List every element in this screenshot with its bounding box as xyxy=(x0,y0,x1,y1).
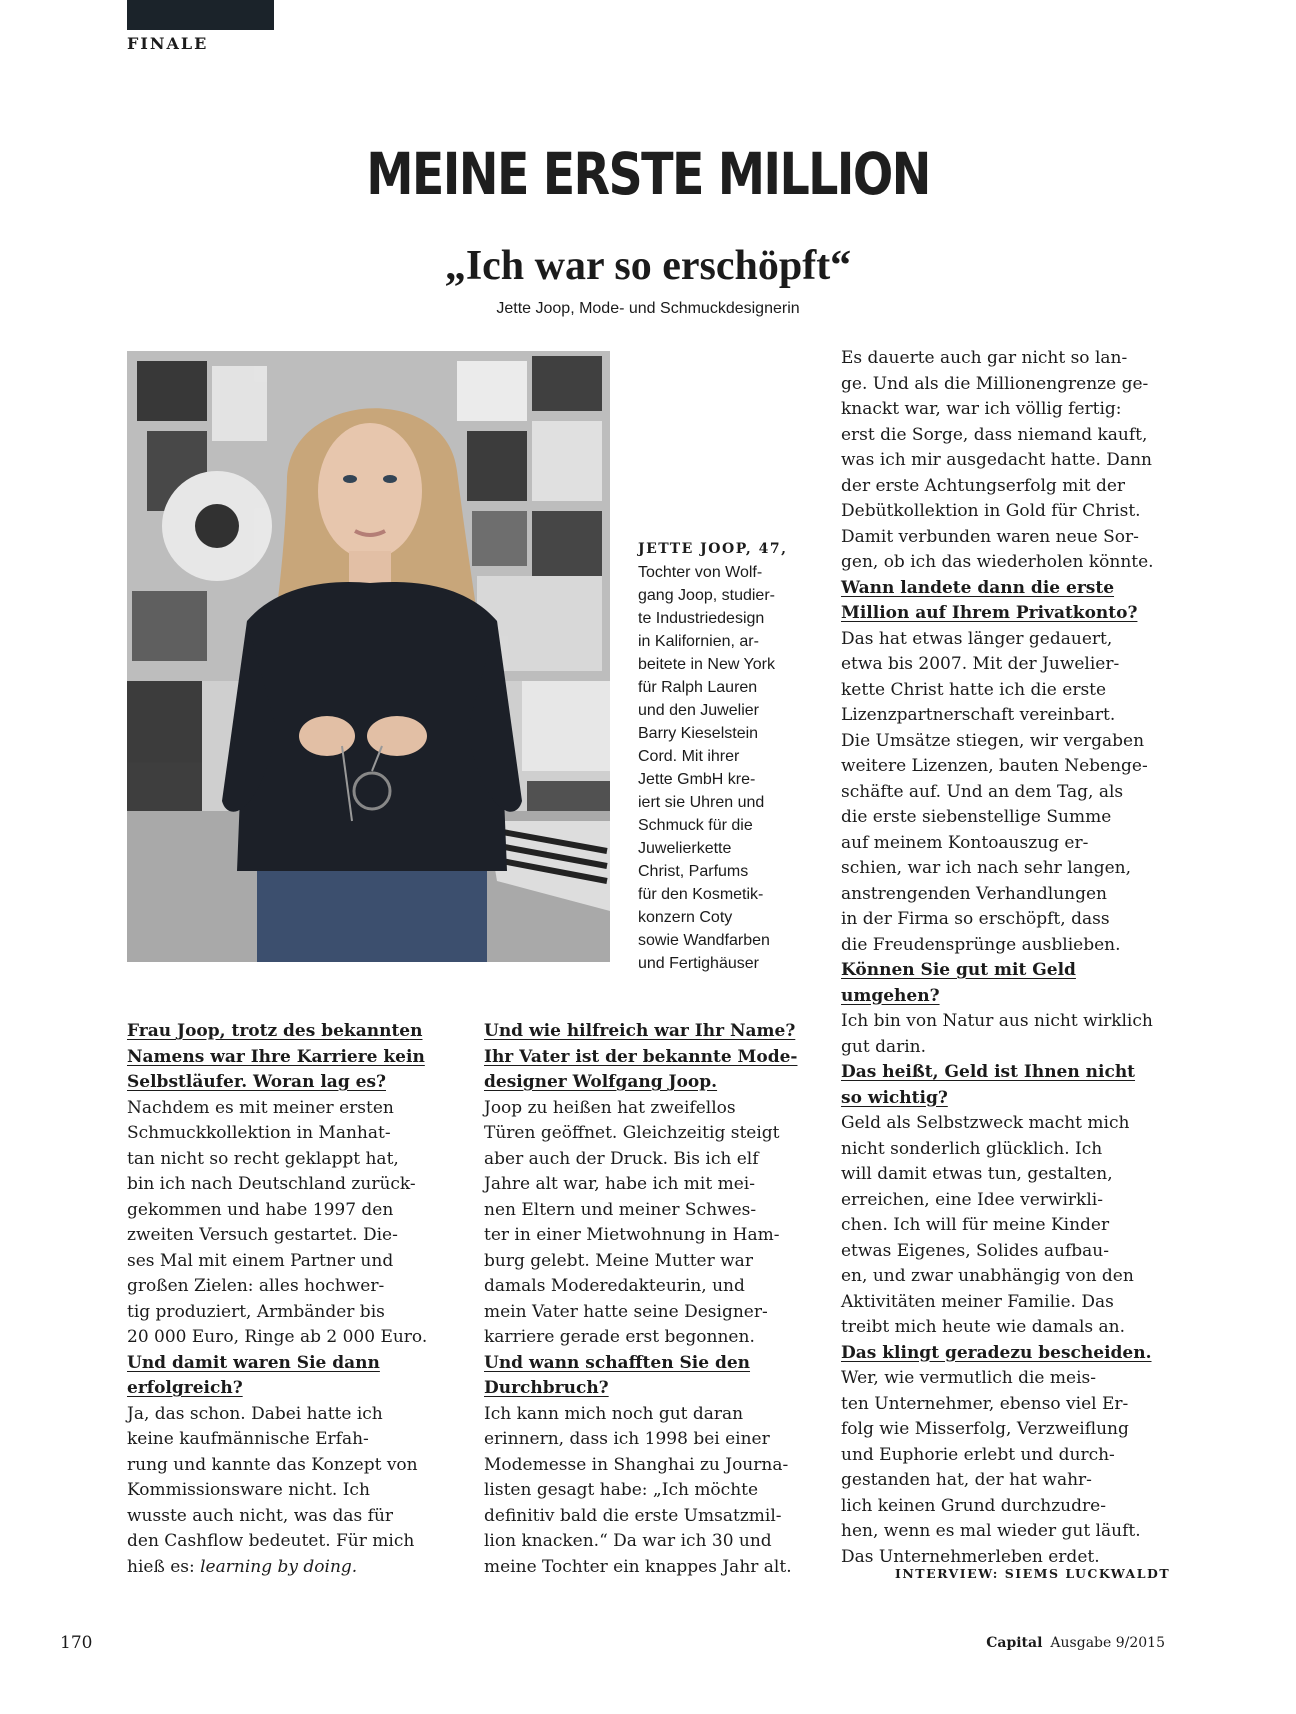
interview-answer: auf meinem Kontoauszug er- xyxy=(841,832,1089,853)
bio-line: konzern Coty xyxy=(638,909,733,926)
interview-answer: Ja, das schon. Dabei hatte ich xyxy=(127,1403,383,1424)
interview-answer: damals Moderedakteurin, und xyxy=(484,1276,745,1296)
issue-label: Ausgabe 9/2015 xyxy=(1050,1635,1165,1651)
photo-illustration xyxy=(127,351,610,962)
interview-answer: Es dauerte auch gar nicht so lan- xyxy=(841,348,1128,368)
interview-answer: 20 000 Euro, Ringe ab 2 000 Euro. xyxy=(127,1327,428,1347)
interview-answer: der erste Achtungserfolg mit der xyxy=(841,475,1126,496)
bio-line: te Industriedesign xyxy=(638,610,765,627)
bio-line: Cord. Mit ihrer xyxy=(638,748,740,765)
interview-answer: gut darin. xyxy=(841,1036,926,1057)
interview-question: Und wie hilfreich war Ihr Name? xyxy=(484,1021,796,1041)
interview-answer: Aktivitäten meiner Familie. Das xyxy=(841,1291,1114,1312)
bio-line: sowie Wandfarben xyxy=(638,932,770,949)
interview-question: so wichtig? xyxy=(841,1087,948,1108)
bio-line: für den Kosmetik- xyxy=(638,886,764,903)
interview-answer: und Euphorie erlebt und durch- xyxy=(841,1444,1115,1465)
interview-answer: treibt mich heute wie damals an. xyxy=(841,1317,1126,1337)
interview-answer: anstrengenden Verhandlungen xyxy=(841,883,1108,904)
interview-answer: chen. Ich will für meine Kinder xyxy=(841,1215,1110,1235)
interview-answer: tig produziert, Armbänder bis xyxy=(127,1301,385,1322)
interview-answer: Kommissionsware nicht. Ich xyxy=(127,1480,370,1500)
interview-answer: folg wie Misserfolg, Verzweiflung xyxy=(841,1419,1129,1439)
interview-answer: will damit etwas tun, gestalten, xyxy=(841,1164,1113,1184)
interview-answer: schäfte auf. Und an dem Tag, als xyxy=(841,781,1124,802)
interview-question: erfolgreich? xyxy=(127,1378,243,1398)
interview-answer: in der Firma so erschöpft, dass xyxy=(841,909,1110,929)
interview-answer: ses Mal mit einem Partner und xyxy=(127,1250,394,1271)
interview-answer: Jahre alt war, habe ich mit mei- xyxy=(484,1174,755,1194)
bio-caption xyxy=(638,538,798,975)
interview-answer: erinnern, dass ich 1998 bei einer xyxy=(484,1429,770,1449)
bio-line: Schmuck für die xyxy=(638,817,753,834)
interview-answer: hieß es: learning by doing. xyxy=(127,1556,358,1577)
interview-answer: knackt war, war ich völlig fertig: xyxy=(841,399,1122,419)
interview-answer: was ich mir ausgedacht hatte. Dann xyxy=(841,450,1152,470)
interview-answer: Modemesse in Shanghai zu Journa- xyxy=(484,1454,789,1475)
headline-quote: „Ich war so erschöpft“ xyxy=(444,243,852,289)
interview-answer: kette Christ hatte ich die erste xyxy=(841,679,1107,700)
bio-name: JETTE JOOP, 47, xyxy=(638,541,788,557)
interview-answer: nen Eltern und meiner Schwes- xyxy=(484,1199,757,1220)
interview-answer: Ich kann mich noch gut daran xyxy=(484,1403,744,1424)
interview-answer: Das Unternehmerleben erdet. xyxy=(841,1546,1100,1567)
interview-answer: nicht sonderlich glücklich. Ich xyxy=(841,1138,1103,1159)
interview-question: Million auf Ihrem Privatkonto? xyxy=(841,603,1138,623)
interview-answer: erreichen, eine Idee verwirkli- xyxy=(841,1189,1103,1210)
interview-answer: rung und kannte das Konzept von xyxy=(127,1454,418,1475)
interview-question: Namens war Ihre Karriere kein xyxy=(127,1046,425,1067)
interview-answer: keine kaufmännische Erfah- xyxy=(127,1429,369,1449)
interview-answer: tan nicht so recht geklappt hat, xyxy=(127,1148,399,1169)
interview-question: designer Wolfgang Joop. xyxy=(484,1072,718,1092)
interview-question: Das heißt, Geld ist Ihnen nicht xyxy=(841,1062,1136,1082)
bio-line: und Fertighäuser xyxy=(638,955,759,972)
interview-answer: meine Tochter ein knappes Jahr alt. xyxy=(484,1556,792,1577)
interview-question: Ihr Vater ist der bekannte Mode- xyxy=(484,1046,798,1067)
bio-line: beitete in New York xyxy=(638,656,775,673)
interview-answer: aber auch der Druck. Bis ich elf xyxy=(484,1148,759,1169)
interview-answer: hen, wenn es mal wieder gut läuft. xyxy=(841,1521,1141,1541)
interview-question: Frau Joop, trotz des bekannten xyxy=(127,1021,423,1041)
interview-answer: Damit verbunden waren neue Sor- xyxy=(841,526,1139,547)
byline: Jette Joop, Mode- und Schmuckdesignerin xyxy=(496,300,800,317)
interview-answer: Nachdem es mit meiner ersten xyxy=(127,1097,394,1118)
interview-answer: burg gelebt. Meine Mutter war xyxy=(484,1250,753,1271)
interview-answer: lion knacken.“ Da war ich 30 und xyxy=(484,1531,772,1551)
interview-answer: großen Zielen: alles hochwer- xyxy=(127,1276,385,1296)
interview-answer: etwas Eigenes, Solides aufbau- xyxy=(841,1240,1109,1261)
article-column-1 xyxy=(127,1019,447,1580)
interview-answer: ten Unternehmer, ebenso viel Er- xyxy=(841,1393,1129,1414)
interview-question: Selbstläufer. Woran lag es? xyxy=(127,1072,386,1092)
bio-line: Juwelierkette xyxy=(638,840,732,857)
interview-answer: weitere Lizenzen, bauten Nebenge- xyxy=(841,756,1148,776)
page-title: MEINE ERSTE MILLION xyxy=(366,140,930,208)
interview-answer: den Cashflow bedeutet. Für mich xyxy=(127,1531,415,1551)
bio-line: in Kalifornien, ar- xyxy=(638,633,759,650)
interview-answer: Das hat etwas länger gedauert, xyxy=(841,628,1113,649)
interview-answer: mein Vater hatte seine Designer- xyxy=(484,1301,768,1322)
magazine-name: Capital xyxy=(986,1635,1043,1651)
interview-answer: definitiv bald die erste Umsatzmil- xyxy=(484,1505,782,1526)
page-number: 170 xyxy=(60,1633,93,1653)
header-bar xyxy=(127,0,274,30)
interview-answer: die erste siebenstellige Summe xyxy=(841,807,1112,827)
interview-answer: Wer, wie vermutlich die meis- xyxy=(841,1368,1096,1388)
interview-answer: ge. Und als die Millionengrenze ge- xyxy=(841,373,1149,394)
footer-issue xyxy=(986,1635,1165,1651)
interview-answer: Ich bin von Natur aus nicht wirklich xyxy=(841,1011,1153,1031)
interview-answer: Geld als Selbstzweck macht mich xyxy=(841,1113,1130,1133)
interview-answer: Lizenzpartnerschaft vereinbart. xyxy=(841,705,1116,725)
bio-line: Jette GmbH kre- xyxy=(638,771,756,788)
interview-answer: die Freudensprünge ausblieben. xyxy=(841,934,1121,955)
interview-answer: gekommen und habe 1997 den xyxy=(127,1199,394,1220)
portrait-photo xyxy=(127,351,610,962)
interview-answer: zweiten Versuch gestartet. Die- xyxy=(127,1225,398,1245)
interview-answer: Schmuckkollektion in Manhat- xyxy=(127,1123,391,1143)
interview-question: Und wann schafften Sie den xyxy=(484,1352,751,1373)
interview-answer: Die Umsätze stiegen, wir vergaben xyxy=(841,730,1145,751)
article-column-2 xyxy=(484,1019,814,1580)
section-label: FINALE xyxy=(127,34,209,53)
interview-answer: schien, war ich nach sehr langen, xyxy=(841,858,1132,878)
interview-answer: en, und zwar unabhängig von den xyxy=(841,1266,1134,1286)
interview-answer: Joop zu heißen hat zweifellos xyxy=(484,1097,736,1118)
bio-line: und den Juwelier xyxy=(638,702,759,719)
interview-question: Wann landete dann die erste xyxy=(841,577,1115,598)
bio-line: gang Joop, studier- xyxy=(638,587,775,604)
bio-line: für Ralph Lauren xyxy=(638,679,758,696)
interview-credit: INTERVIEW: SIEMS LUCKWALDT xyxy=(895,1566,1171,1581)
bio-text xyxy=(638,561,798,975)
interview-answer: listen gesagt habe: „Ich möchte xyxy=(484,1480,759,1500)
interview-answer: karriere gerade erst begonnen. xyxy=(484,1327,755,1347)
interview-answer: bin ich nach Deutschland zurück- xyxy=(127,1174,416,1194)
interview-answer: Debütkollektion in Gold für Christ. xyxy=(841,501,1141,521)
interview-answer: gestanden hat, der hat wahr- xyxy=(841,1470,1092,1490)
interview-question: Können Sie gut mit Geld umgehen? xyxy=(841,960,1076,1006)
interview-answer: gen, ob ich das wiederholen könnte. xyxy=(841,552,1154,572)
bio-line: Tochter von Wolf- xyxy=(638,564,763,581)
interview-answer: Türen geöffnet. Gleichzeitig steigt xyxy=(484,1123,780,1143)
bio-line: iert sie Uhren und xyxy=(638,794,765,811)
interview-question: Durchbruch? xyxy=(484,1378,609,1398)
article-column-3 xyxy=(841,346,1171,1570)
interview-answer: etwa bis 2007. Mit der Juwelier- xyxy=(841,654,1120,674)
interview-question: Und damit waren Sie dann xyxy=(127,1352,380,1373)
interview-answer: erst die Sorge, dass niemand kauft, xyxy=(841,424,1148,445)
interview-answer: ter in einer Mietwohnung in Ham- xyxy=(484,1225,780,1245)
interview-answer: lich keinen Grund durchzudre- xyxy=(841,1495,1106,1516)
interview-question: Das klingt geradezu bescheiden. xyxy=(841,1342,1152,1363)
bio-line: Barry Kieselstein xyxy=(638,725,759,742)
bio-line: Christ, Parfums xyxy=(638,863,749,880)
interview-answer: wusste auch nicht, was das für xyxy=(127,1505,394,1526)
